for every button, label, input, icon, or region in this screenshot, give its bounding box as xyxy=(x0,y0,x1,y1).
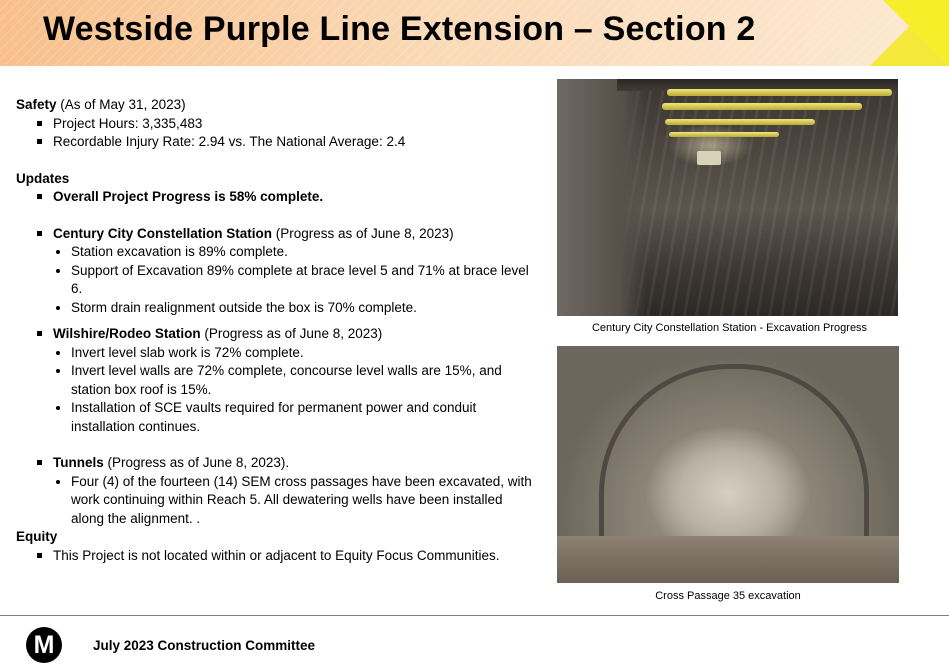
safety-title: Safety xyxy=(16,97,57,112)
metro-logo: M xyxy=(26,627,62,663)
list-item: Recordable Injury Rate: 2.94 vs. The National Average: 2.4 xyxy=(16,133,536,152)
century-city-sublist xyxy=(53,243,536,317)
tunnels-block xyxy=(16,454,536,528)
wilshire-rodeo-note: (Progress as of June 8, 2023) xyxy=(200,326,383,341)
list-item: Installation of SCE vaults required for permanent power and conduit installation continues. xyxy=(53,399,536,436)
footer-divider xyxy=(0,615,949,616)
dozer-shape xyxy=(697,151,721,165)
overall-progress-item xyxy=(16,188,536,207)
wilshire-rodeo-sublist xyxy=(53,344,536,437)
safety-section xyxy=(16,96,536,152)
updates-section xyxy=(16,170,536,529)
photo-caption-2: Cross Passage 35 excavation xyxy=(655,590,801,602)
tunnels-note: (Progress as of June 8, 2023). xyxy=(103,455,290,470)
equity-section xyxy=(16,528,536,565)
tunnels-item xyxy=(16,454,536,528)
list-item: This Project is not located within or adjacent to Equity Focus Communities. xyxy=(16,547,536,566)
century-city-note: (Progress as of June 8, 2023) xyxy=(272,225,454,241)
list-item: Storm drain realignment outside the box is 70% complete. xyxy=(53,299,536,318)
updates-title: Updates xyxy=(16,170,70,186)
cross-passage-photo xyxy=(557,346,899,583)
header-accent-triangle xyxy=(883,0,949,66)
header-banner xyxy=(0,0,949,66)
century-city-item xyxy=(16,225,536,318)
equity-title: Equity xyxy=(16,529,58,544)
tunnels-sublist xyxy=(53,473,536,529)
overall-progress-text: Overall Project Progress is 58% complete. xyxy=(53,189,324,204)
list-item: Invert level slab work is 72% complete. xyxy=(53,344,536,363)
excavation-photo xyxy=(557,79,898,316)
list-item: Four (4) of the fourteen (14) SEM cross passages have been excavated, with work continuing within Reach 5. All dewatering wells have been installed along the alignment. . xyxy=(53,473,536,529)
century-city-name: Century City Constellation Station xyxy=(53,225,273,241)
list-item: Station excavation is 89% complete. xyxy=(53,243,536,262)
list-item: Project Hours: 3,335,483 xyxy=(16,115,536,134)
safety-list xyxy=(16,115,536,152)
photo-caption-1: Century City Constellation Station - Excavation Progress xyxy=(591,322,868,334)
century-city-block xyxy=(16,225,536,318)
list-item: Support of Excavation 89% complete at brace level 5 and 71% at brace level 6. xyxy=(53,262,536,299)
safety-date-note: (As of May 31, 2023) xyxy=(56,97,186,112)
content-panel xyxy=(16,96,536,565)
updates-list xyxy=(16,188,536,207)
wilshire-rodeo-block xyxy=(16,325,536,436)
wilshire-rodeo-name: Wilshire/Rodeo Station xyxy=(53,326,201,341)
list-item: Invert level walls are 72% complete, concourse level walls are 15%, and station box roof is 15%. xyxy=(53,362,536,399)
equity-list xyxy=(16,547,536,566)
wilshire-rodeo-item xyxy=(16,325,536,436)
footer-text: July 2023 Construction Committee xyxy=(93,638,316,653)
tunnels-name: Tunnels xyxy=(53,455,104,470)
page-title: Westside Purple Line Extension – Section 2 xyxy=(43,10,756,48)
